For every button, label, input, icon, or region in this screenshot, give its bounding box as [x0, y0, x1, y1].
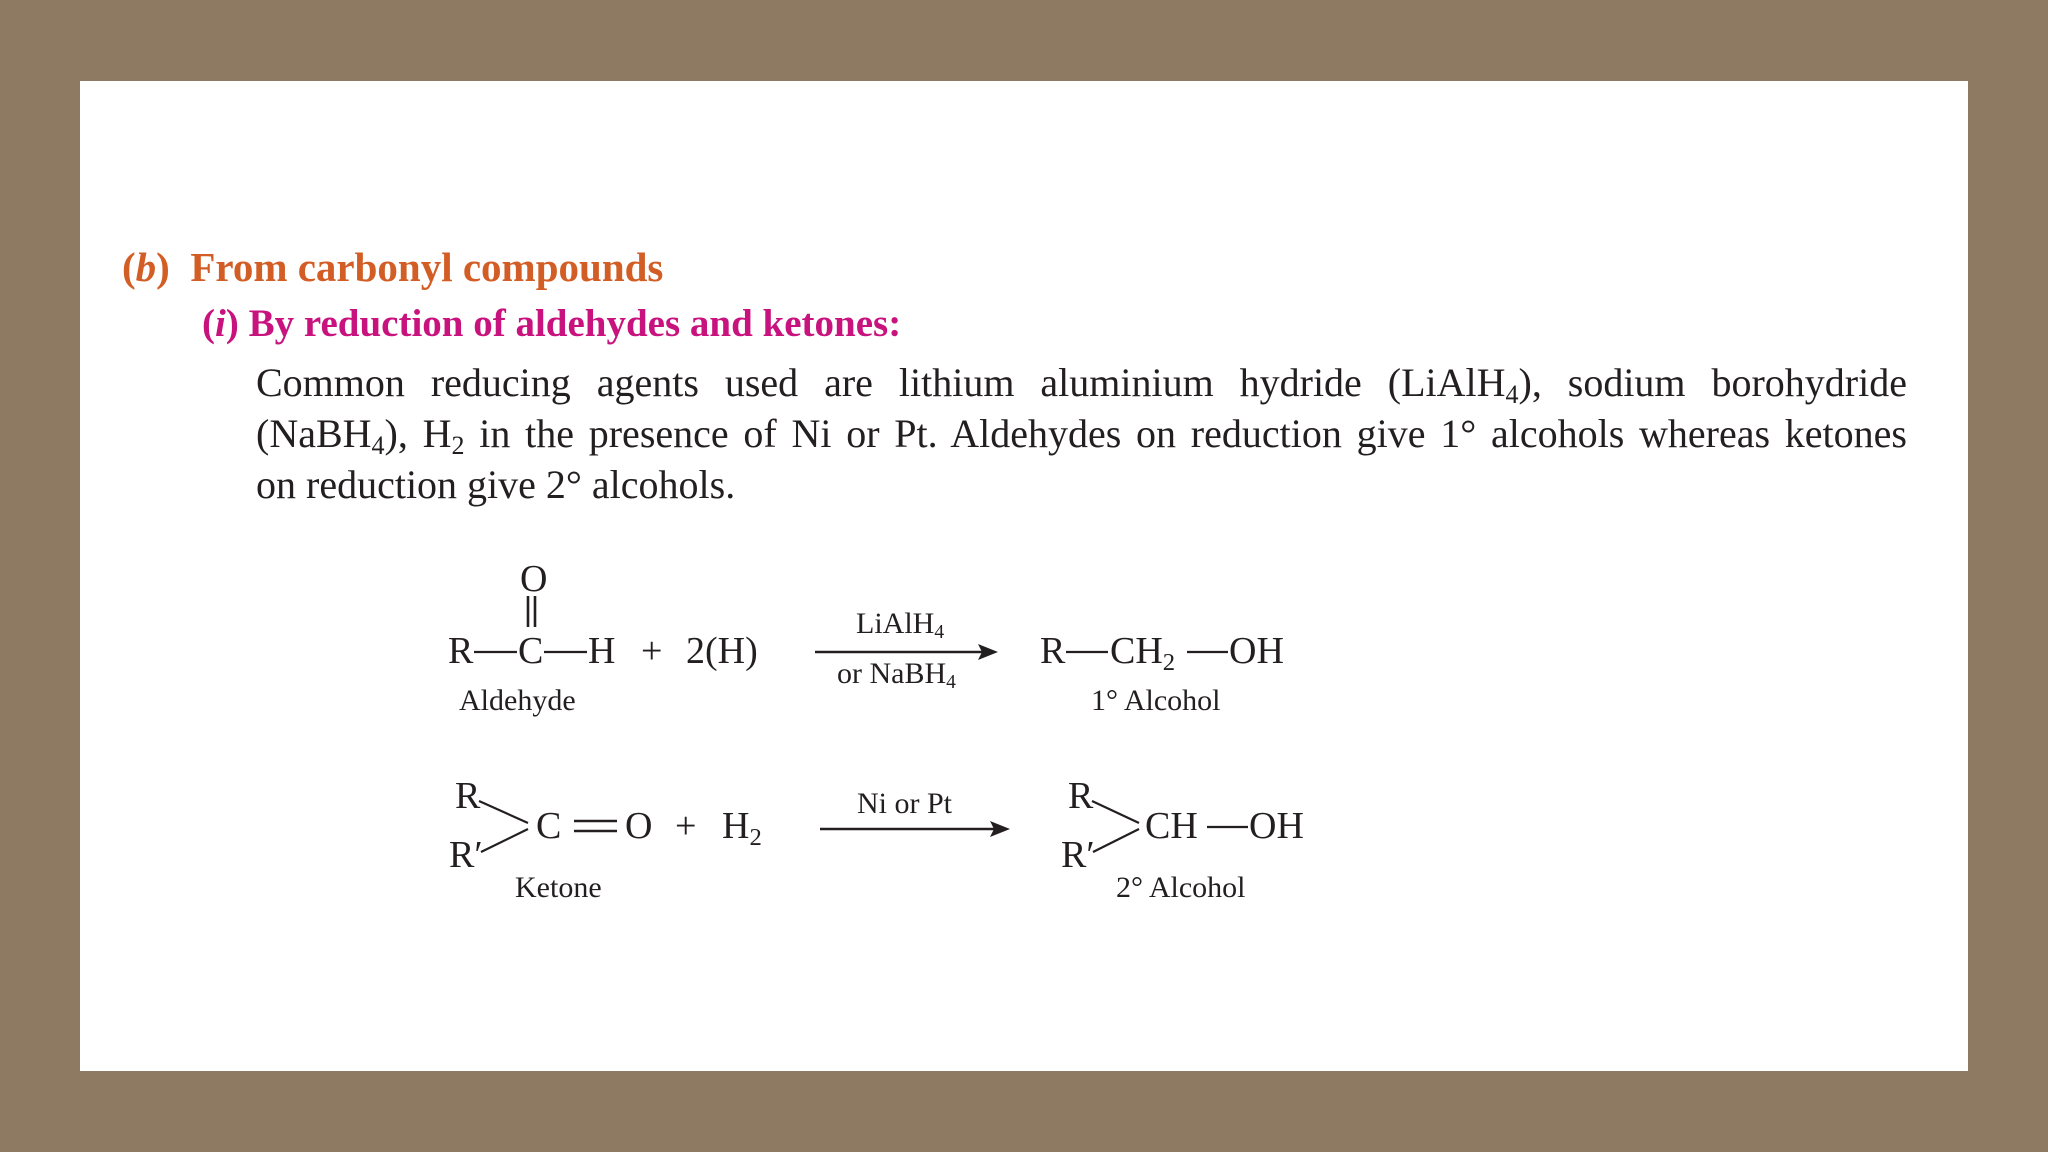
paragraph-line-3: on reduction give 2° alcohols.	[256, 462, 736, 507]
ketone-r-prime-group: R′	[449, 834, 483, 876]
product-hydroxyl: OH	[1229, 630, 1284, 672]
section-title: From carbonyl compounds	[190, 244, 664, 290]
label-aldehyde: Aldehyde	[459, 684, 576, 717]
arrow-catalyst-above: Ni or Pt	[857, 787, 953, 820]
product-r-group: R	[1040, 630, 1066, 672]
ketone-carbon: C	[536, 805, 562, 847]
aldehyde-carbon: C	[518, 630, 544, 672]
bond-ketone-r	[479, 801, 528, 823]
product-ch2: $CH_2$	[1110, 630, 1176, 676]
aldehyde-hydrogen: H	[588, 630, 616, 672]
aldehyde-r-group: R	[448, 630, 474, 672]
subsection-title: By reduction of aldehydes and ketones:	[248, 302, 902, 345]
subsection-label: (i)	[202, 302, 239, 345]
paragraph-line-1: Common reducing agents used are lithium aluminium hydride (LiAlH$_4$), sodium borohydride	[256, 360, 1907, 410]
product-r-prime-group-2: R′	[1061, 834, 1095, 876]
hydrogen-gas: $H_2$	[722, 805, 762, 851]
reaction1-plus: +	[641, 630, 663, 672]
bond-product-r-prime	[1093, 829, 1139, 852]
reaction2-plus: +	[675, 805, 697, 847]
ketone-r-group: R	[455, 775, 481, 817]
bond-ketone-r-prime	[481, 829, 528, 852]
bond-product-r	[1092, 801, 1139, 823]
carbonyl-oxygen: O	[520, 558, 548, 600]
label-ketone: Ketone	[515, 871, 602, 904]
product-r-group-2: R	[1068, 775, 1094, 817]
product-hydroxyl-2: OH	[1249, 805, 1304, 847]
ketone-oxygen: O	[625, 805, 653, 847]
arrow-reagent-above: LiAlH$_4$	[856, 607, 945, 644]
section-label: (b)	[122, 244, 170, 290]
slide-content	[80, 81, 1968, 1071]
paragraph-line-2: (NaBH$_4$), $H_2$ in the presence of Ni or Pt. Aldehydes on reduction give 1° alcohols whereas ketones	[256, 411, 1907, 461]
bonds-and-arrows	[80, 81, 1968, 1071]
product-ch: CH	[1145, 805, 1198, 847]
label-primary-alcohol: 1° Alcohol	[1091, 684, 1221, 717]
arrow-reagent-below: or NaBH$_4$	[837, 657, 956, 694]
label-secondary-alcohol: 2° Alcohol	[1116, 871, 1246, 904]
slide	[80, 81, 1968, 1071]
hydrogen-reagent: 2(H)	[686, 630, 758, 672]
